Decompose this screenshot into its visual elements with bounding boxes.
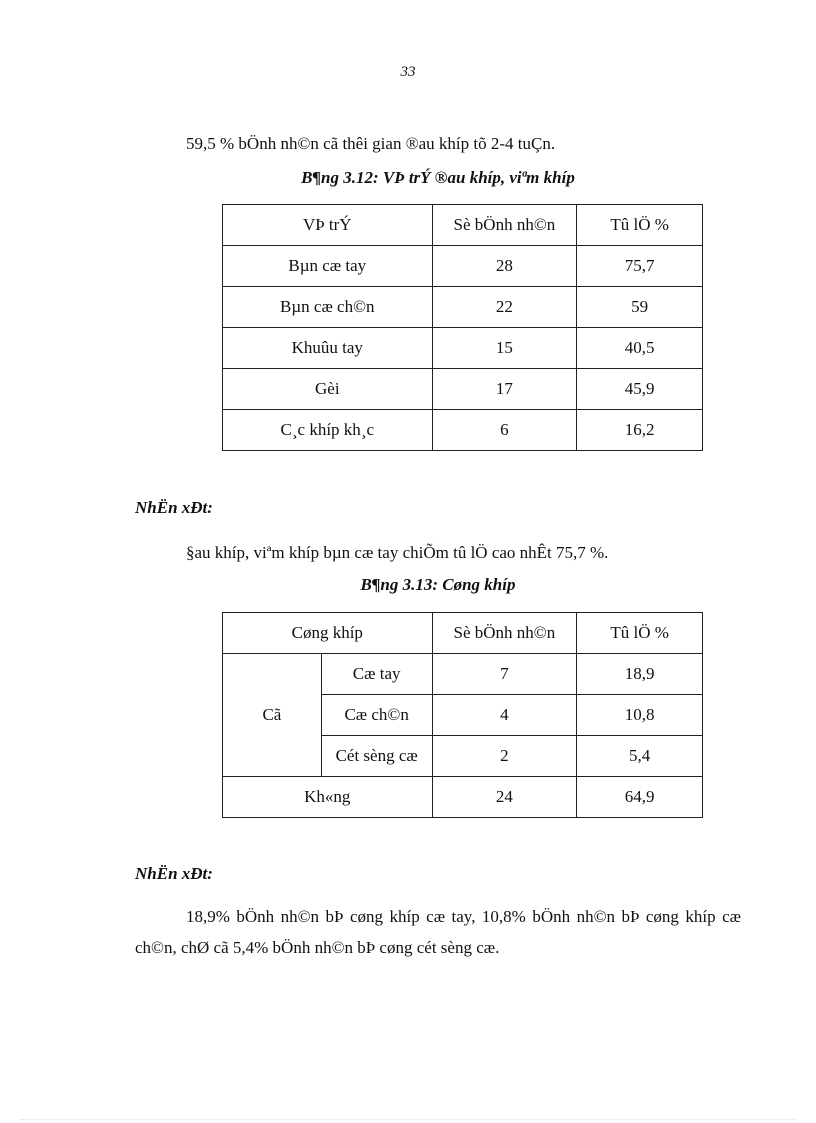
- table2-caption: B¶ng 3.13: Cøng khíp: [360, 575, 516, 594]
- table-joint-stiffness: [222, 612, 703, 818]
- header-cell: Tû lÖ %: [577, 613, 703, 654]
- table-cell: 22: [432, 287, 577, 328]
- table-cell: 10,8: [577, 695, 703, 736]
- table-cell: 59: [577, 287, 703, 328]
- remark2-text: 18,9% bÖnh nh©n bÞ cøng khíp cæ tay, 10,8% bÖnh nh©n bÞ cøng khíp cæ ch©n, chØ cã 5,4% bÖnh nh©n bÞ cøng cét sèng cæ.: [135, 907, 741, 957]
- table-cell: Cæ ch©n: [321, 695, 432, 736]
- header-cell: Tû lÖ %: [577, 205, 703, 246]
- table-row: [223, 654, 703, 695]
- table-cell: 45,9: [577, 369, 703, 410]
- table-cell: 24: [432, 777, 577, 818]
- table-cell: Khuûu tay: [223, 328, 433, 369]
- group-label-cell: Cã: [223, 654, 322, 777]
- table-cell: 7: [432, 654, 577, 695]
- table-row: [223, 777, 703, 818]
- table-cell: 2: [432, 736, 577, 777]
- table-header-row: [223, 613, 703, 654]
- table-cell: 75,7: [577, 246, 703, 287]
- table-cell: 16,2: [577, 410, 703, 451]
- table-row: [223, 369, 703, 410]
- table-cell: 28: [432, 246, 577, 287]
- table-row: [223, 287, 703, 328]
- header-cell: VÞ trÝ: [223, 205, 433, 246]
- table-cell: 64,9: [577, 777, 703, 818]
- table-cell: Gèi: [223, 369, 433, 410]
- table-cell: Bµn cæ ch©n: [223, 287, 433, 328]
- table1-caption: B¶ng 3.12: VÞ trÝ ®au khíp, viªm khíp: [301, 168, 575, 187]
- table-cell: Kh«ng: [223, 777, 433, 818]
- table-cell: 4: [432, 695, 577, 736]
- table-cell: C¸c khíp kh¸c: [223, 410, 433, 451]
- table-joint-pain-location: [222, 204, 703, 451]
- table-cell: 17: [432, 369, 577, 410]
- table-cell: Bµn cæ tay: [223, 246, 433, 287]
- table-cell: 40,5: [577, 328, 703, 369]
- table-cell: 5,4: [577, 736, 703, 777]
- header-cell: Sè bÖnh nh©n: [432, 613, 577, 654]
- remark1-heading: NhËn xÐt:: [135, 498, 213, 517]
- table-row: [223, 246, 703, 287]
- table-cell: 15: [432, 328, 577, 369]
- table-row: [223, 410, 703, 451]
- table-header-row: [223, 205, 703, 246]
- table-row: [223, 328, 703, 369]
- table-cell: Cæ tay: [321, 654, 432, 695]
- table-cell: Cét sèng cæ: [321, 736, 432, 777]
- remark2-heading: NhËn xÐt:: [135, 864, 213, 883]
- page-bottom-divider: [20, 1119, 796, 1120]
- header-cell: Sè bÖnh nh©n: [432, 205, 577, 246]
- table-cell: 6: [432, 410, 577, 451]
- intro-paragraph: 59,5 % bÖnh nh©n cã thêi gian ®au khíp tõ 2-4 tuÇn.: [186, 134, 556, 153]
- remark1-text: §au khíp, viªm khíp bµn cæ tay chiÕm tû lÖ cao nhÊt 75,7 %.: [186, 543, 609, 562]
- page-number: 33: [400, 64, 416, 80]
- table-cell: 18,9: [577, 654, 703, 695]
- header-cell: Cøng khíp: [223, 613, 433, 654]
